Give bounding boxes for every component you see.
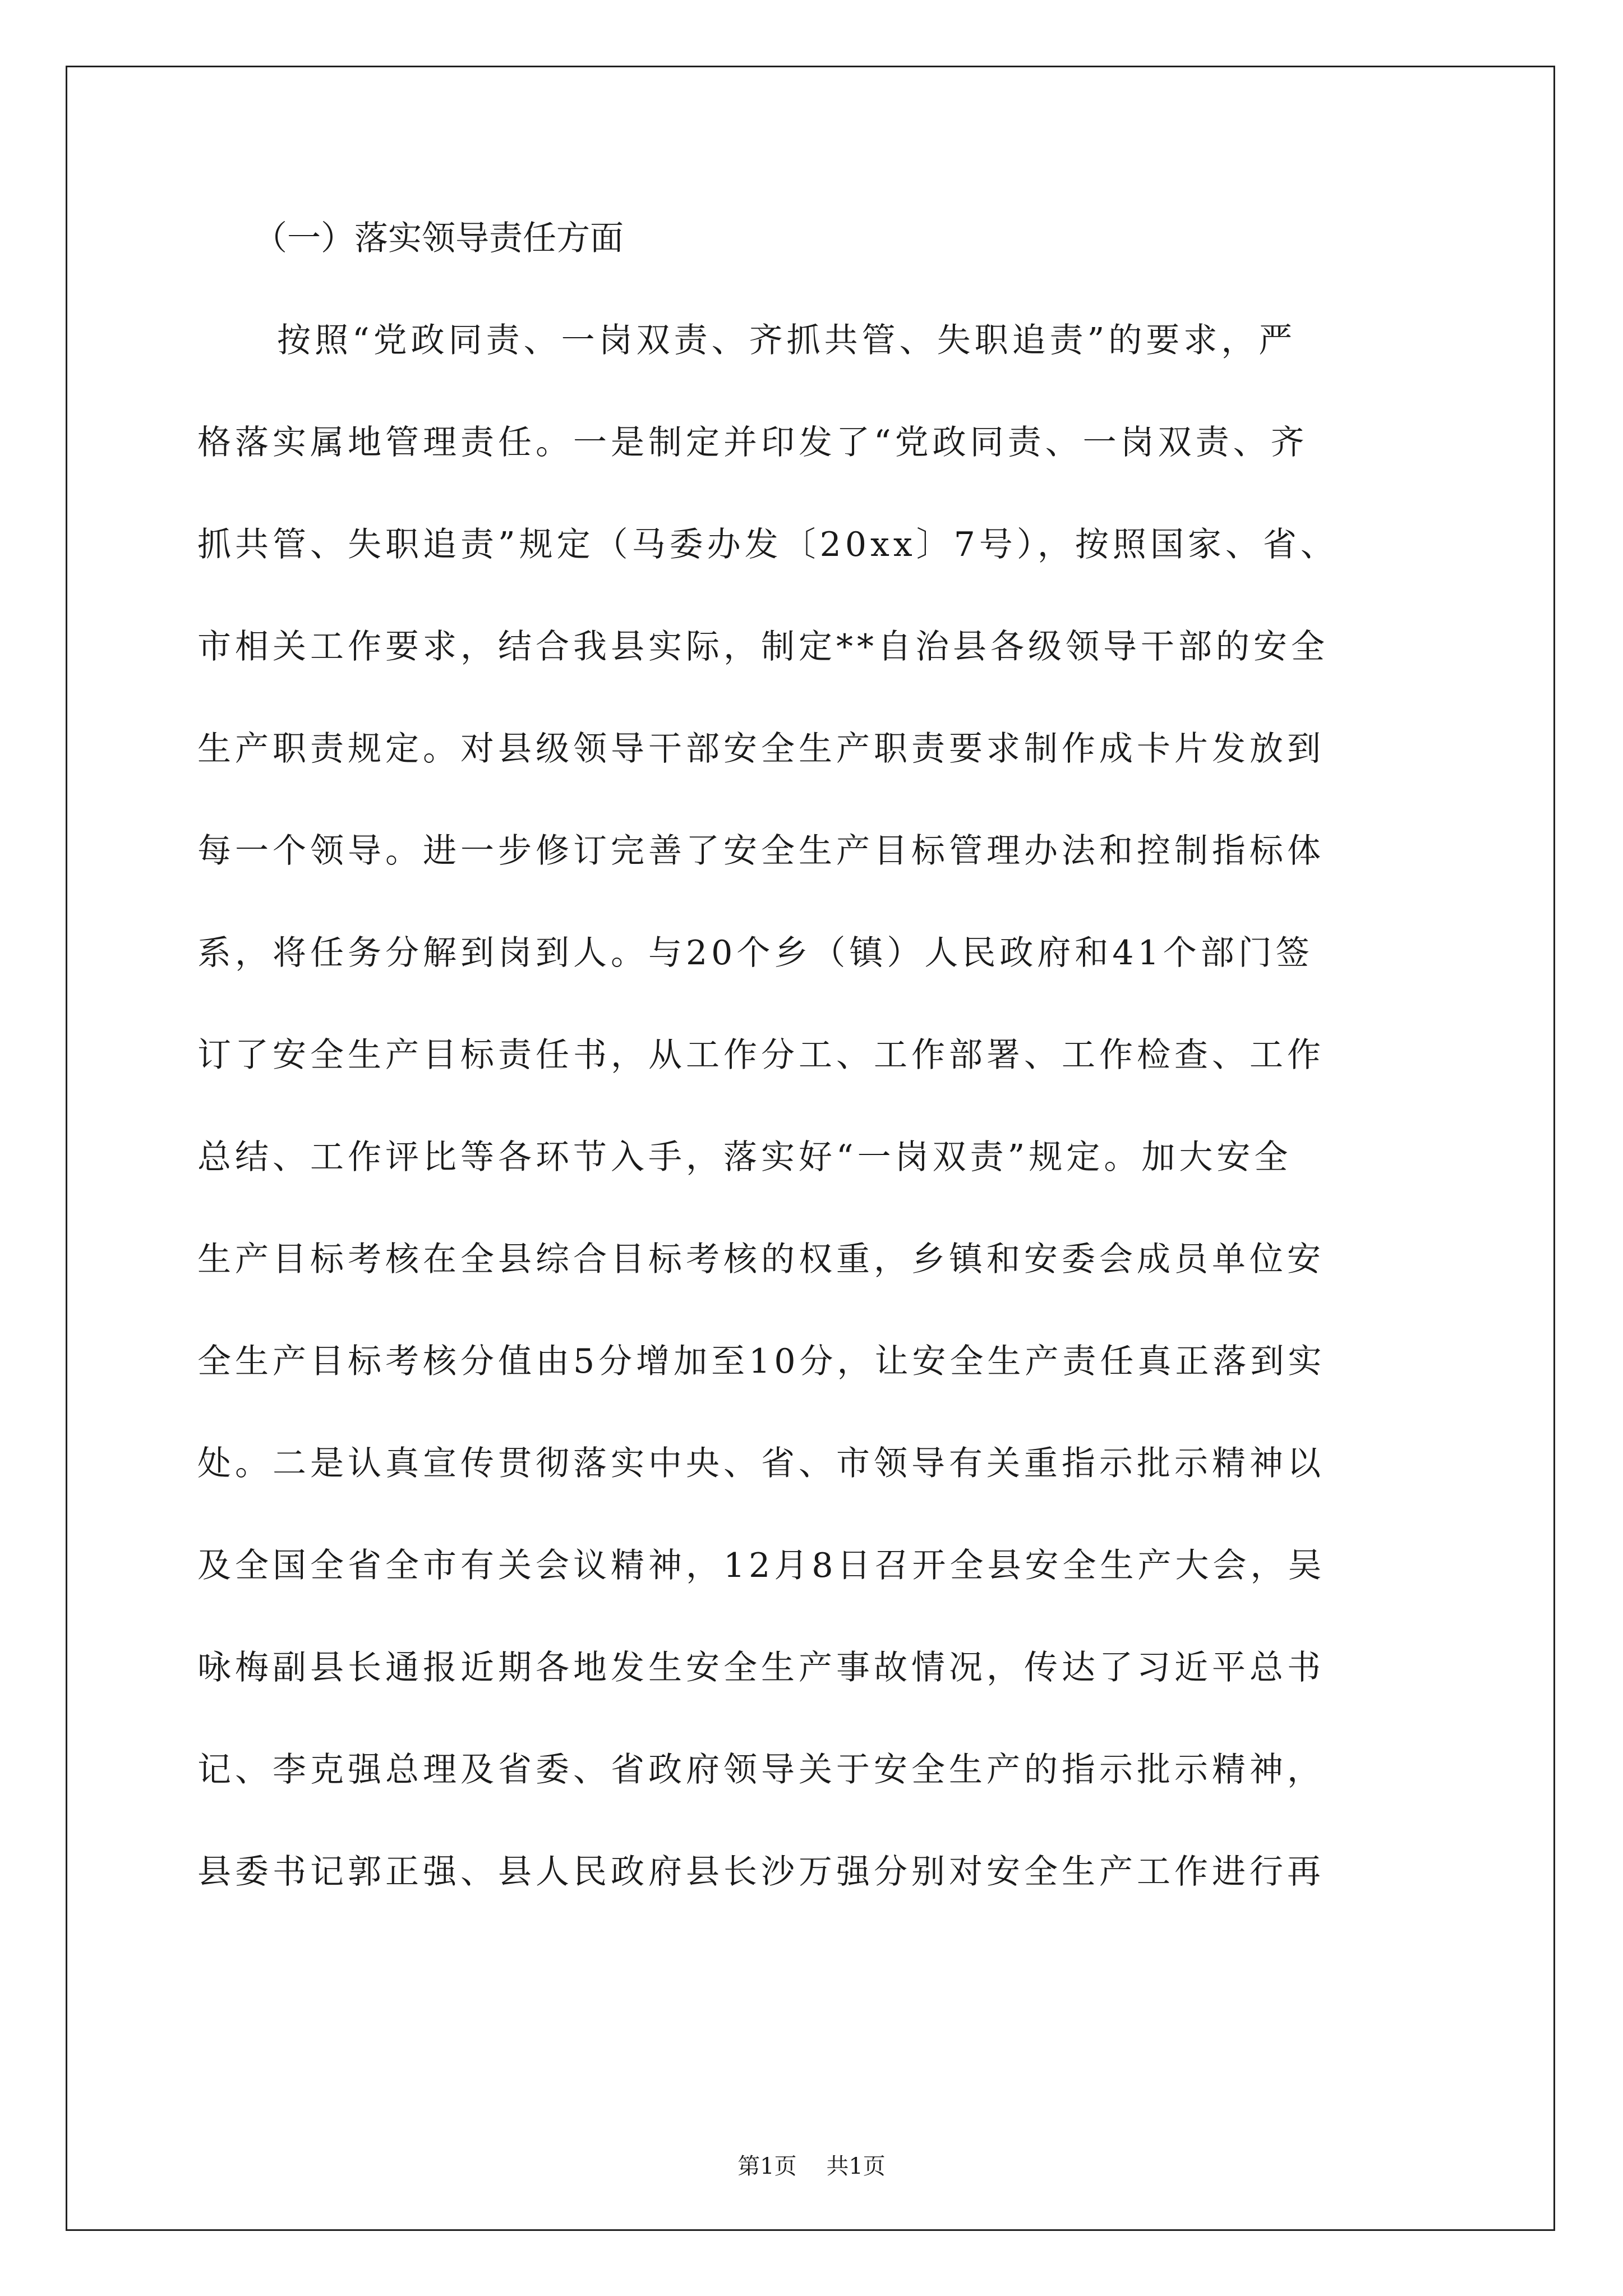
section-heading: （一）落实领导责任方面 [253, 219, 624, 258]
page-number: 第1页 [737, 2154, 797, 2179]
text-line: 记、李克强总理及省委、省政府领导关于安全生产的指示批示精神， [197, 1750, 1325, 1789]
text-line: 县委书记郭正强、县人民政府县长沙万强分别对安全生产工作进行再 [197, 1852, 1325, 1892]
text-line: 按照“党政同责、一岗双责、齐抓共管、失职追责”的要求，严 [277, 321, 1297, 360]
text-line: 及全国全省全市有关会议精神，12月8日召开全县安全生产大会，吴 [197, 1546, 1326, 1585]
text-line: 系，将任务分解到岗到人。与20个乡（镇）人民政府和41个部门签 [197, 933, 1313, 973]
text-line: 订了安全生产目标责任书，从工作分工、工作部署、工作检查、工作 [197, 1036, 1325, 1075]
text-line: 咏梅副县长通报近期各地发生安全生产事故情况，传达了习近平总书 [197, 1648, 1325, 1687]
text-line: 处。二是认真宣传贯彻落实中央、省、市领导有关重指示批示精神以 [197, 1444, 1325, 1483]
text-line: 抓共管、失职追责”规定（马委办发〔20xx〕7号），按照国家、省、 [197, 525, 1338, 564]
text-line: 生产目标考核在全县综合目标考核的权重，乡镇和安委会成员单位安 [197, 1240, 1325, 1279]
text-line: 全生产目标考核分值由5分增加至10分，让安全生产责任真正落到实 [197, 1342, 1326, 1381]
page-total: 共1页 [826, 2154, 886, 2179]
page-footer [0, 2150, 1623, 2183]
text-line: 格落实属地管理责任。一是制定并印发了“党政同责、一岗双责、齐 [197, 423, 1308, 462]
text-line: 生产职责规定。对县级领导干部安全生产职责要求制作成卡片发放到 [197, 729, 1325, 769]
body-paragraph [197, 307, 1431, 1940]
text-line: 市相关工作要求，结合我县实际，制定**自治县各级领导干部的安全 [197, 627, 1329, 666]
text-line: 每一个领导。进一步修订完善了安全生产目标管理办法和控制指标体 [197, 831, 1325, 871]
text-line: 总结、工作评比等各环节入手，落实好“一岗双责”规定。加大安全 [197, 1138, 1292, 1177]
